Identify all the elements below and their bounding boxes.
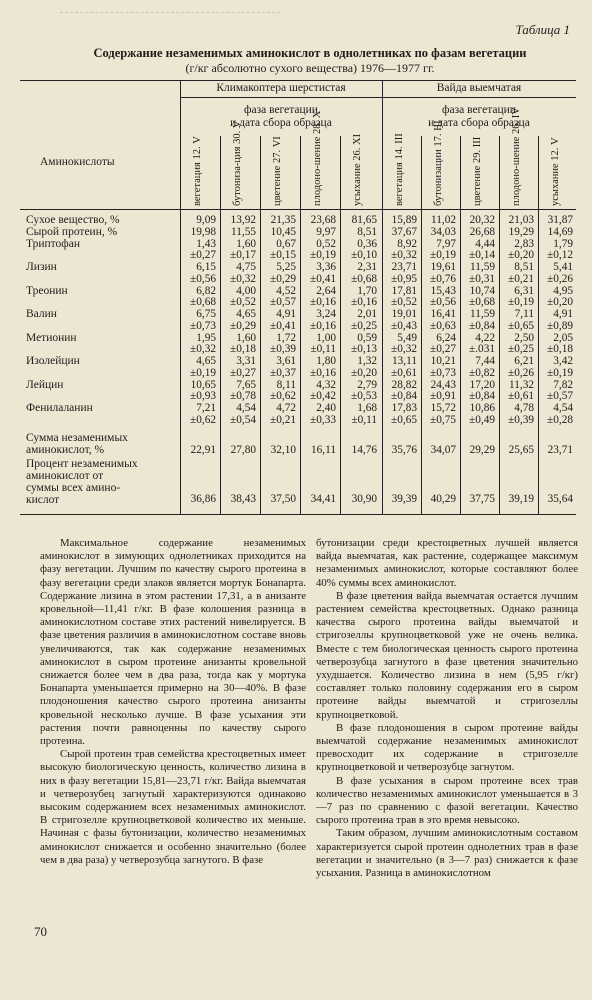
row-label: Изолейцин	[26, 355, 80, 367]
table-cell: 5,25	[276, 261, 296, 273]
group-klimakoptera: Климакоптера шерстистая	[216, 82, 346, 94]
table-cell: 4,72	[276, 402, 296, 414]
table-cell: 15,43	[430, 284, 456, 297]
table-cell: ±0,41	[310, 272, 336, 285]
table-cell: 4,65	[236, 308, 256, 320]
table-cell: 10,65	[190, 378, 216, 391]
table-cell: ±0,33	[310, 413, 336, 426]
table-cell: 23,68	[310, 214, 336, 226]
table-cell: ±0,17	[230, 249, 256, 262]
table-cell: ±0,14	[469, 249, 495, 262]
table-cell: ±0,53	[351, 390, 377, 403]
table-cell: 2,64	[316, 284, 336, 297]
table-cell: 3,24	[316, 308, 336, 320]
table-cell: ±0,31	[469, 272, 495, 285]
table-cell: ±0,32	[391, 343, 417, 356]
table-cell: ±0,26	[547, 272, 573, 285]
table-cell: 4,52	[276, 284, 296, 297]
table-cell: ±0,19	[310, 249, 336, 262]
table-cell: 9,09	[196, 214, 216, 226]
table-cell: 4,00	[236, 284, 256, 297]
paragraph: Максимальное содержание незаменимых аминокислот в зимующих однолетниках приходится на фазу вегетации. Лучшим по качеству сырого протеина в фазу вегетации среди злаков является мортук Бонапарта. Содержание лизина в этом растении 17,31, а в анизанте кровельной—11,41 г/кг. В фазе колошения разница в аминокислотном составе этих растений нивелируется. В фазе цветения различия в аминокислотном составе вновь увеличиваются, так как содержание незаменимых аминокислот в сыром протеине анизанты кровельной снижается более чем в два раза, тогда как у мортука Бонапарта уменьшается примерно на 30—40%. В фазе плодоношения качество сырого протеина анизанты кровельной несколько лучше. В фазе усыхания эти растения почти равноценны по качеству сырого протеина.	[40, 537, 306, 748]
table-cell: 14,76	[351, 444, 377, 456]
table-cell: 1,60	[236, 331, 256, 344]
table-cell: ±0,68	[469, 296, 495, 309]
table-cell: ±0,76	[430, 272, 456, 285]
table-cell: 25,65	[508, 444, 534, 456]
column-header: усыхание 26. XI	[352, 133, 363, 206]
phase-label-left	[180, 104, 382, 130]
table-cell: 31,87	[547, 214, 573, 226]
table-cell: 1,95	[196, 331, 216, 344]
table-cell: 8,11	[276, 378, 296, 391]
column-header: усыхание 12. V	[550, 137, 561, 206]
table-cell: ±0,75	[430, 413, 456, 426]
row-label: Сухое вещество, %	[26, 214, 120, 226]
body-text-left	[40, 537, 306, 867]
row-label: аминокислот от	[26, 470, 104, 482]
table-cell: 6,75	[196, 308, 216, 320]
table-cell: ±0,19	[508, 296, 534, 309]
column-header: вегетация 12. V	[192, 136, 203, 206]
table-cell: ±0,62	[270, 390, 296, 403]
table-cell: 23,71	[547, 444, 573, 456]
table-cell: 36,86	[190, 493, 216, 505]
table-cell: 11,32	[509, 378, 534, 391]
table-cell: ±.031	[469, 343, 495, 356]
table-cell: ±0,37	[270, 366, 296, 379]
table-cell: ±0,91	[430, 390, 456, 403]
table-cell: 7,44	[475, 355, 495, 367]
table-cell: 37,67	[391, 225, 417, 238]
table-cell: 3,31	[236, 355, 256, 367]
table-cell: 8,51	[357, 225, 377, 238]
table-cell: 1,00	[316, 331, 336, 344]
paragraph: Сырой протеин трав семейства крестоцветных имеет высокую биологическую ценность, количество лизина в них в фазу вегетации 15,81—23,71 г/кг. Вайда выемчатая и четверозубец загнутый характеризуются одинаково высоким содержанием всех незаменимых аминокислот. В стригозелле крупноцветковой количество их меньше. Начиная с фазы бутонизации, количество незаменимых аминокислот снижается и особенно значительно (более чем в два раза) у четверозубца загнутого. В фазе	[40, 748, 306, 866]
table-cell: ±0,29	[230, 319, 256, 332]
row-label: Триптофан	[26, 237, 80, 250]
table-label: Таблица 1	[515, 22, 570, 37]
column-header: цветение 29. III	[472, 136, 483, 206]
paragraph: В фазе плодоношения в сыром протеине вайды выемчатой содержание незаменимых аминокислот превосходит их содержание в стригозелле крупноцветковой и четверозубце загнутом.	[316, 721, 578, 774]
table-cell: 35,76	[391, 444, 417, 456]
table-cell: 26,68	[469, 225, 495, 238]
table-cell: ±0,56	[430, 296, 456, 309]
table-cell: ±0,61	[508, 390, 534, 403]
table-caption-title: Содержание незаменимых аминокислот в однолетниках по фазам вегетации	[93, 46, 527, 60]
table-cell: 34,03	[430, 225, 456, 238]
table-cell: 28,82	[391, 378, 417, 391]
table-cell: ±0,18	[230, 343, 256, 356]
table-cell: 7,11	[514, 308, 534, 320]
table-cell: 16,11	[311, 444, 336, 456]
table-cell: ±0,65	[391, 413, 417, 426]
table-cell: ±0,89	[547, 319, 573, 332]
table-cell: ±0,13	[351, 343, 377, 356]
table-cell: 8,92	[397, 237, 417, 250]
table-cell: 19,98	[190, 225, 216, 238]
row-label: Метионин	[26, 331, 77, 344]
table-cell: ±0,73	[190, 319, 216, 332]
table-cell: ±0,10	[351, 249, 377, 262]
table-cell: 4,91	[553, 308, 573, 320]
table-top-rule	[20, 80, 576, 81]
table-cell: ±0,11	[351, 413, 377, 426]
table-cell: 3,61	[276, 355, 296, 367]
phase-label-line2: и дата сбора образца	[428, 117, 530, 129]
table-cell: ±0,39	[270, 343, 296, 356]
table-cell: 4,78	[514, 402, 534, 414]
table-cell: 2,01	[357, 308, 377, 320]
table-cell: ±0,20	[547, 296, 573, 309]
table-cell: 13,92	[230, 214, 256, 226]
table-cell: 81,65	[351, 214, 377, 226]
table-cell: 16,41	[430, 308, 456, 320]
table-cell: 37,50	[270, 493, 296, 505]
body-text-right	[316, 537, 578, 880]
table-cell: ±0,49	[469, 413, 495, 426]
paragraph: Таким образом, лучшим аминокислотным составом характеризуется сырой протеин однолетних трав в фазе вегетации и значительно (в 3—7 раз) снижается к фазе усыхания. Разница в аминокислотном	[316, 827, 578, 880]
header-bottom-rule	[20, 209, 576, 210]
table-cell: 24,43	[430, 378, 456, 391]
table-cell: 6,21	[514, 355, 534, 367]
group-rule	[180, 97, 576, 98]
table-cell: 1,60	[236, 237, 256, 250]
table-cell: 17,83	[391, 402, 417, 414]
table-cell: 3,42	[553, 355, 573, 367]
table-cell: ±0,52	[391, 296, 417, 309]
table-cell: 6,82	[196, 284, 216, 297]
row-label: Сырой протеин, %	[26, 225, 118, 238]
table-cell: ±0,32	[190, 343, 216, 356]
row-label: Валин	[26, 308, 57, 320]
table-cell: 10,86	[469, 402, 495, 414]
table-cell: 2,05	[553, 331, 573, 344]
table-cell: ±0,52	[230, 296, 256, 309]
table-cell: 11,02	[431, 214, 456, 226]
table-cell: ±0,19	[190, 366, 216, 379]
table-cell: ±0,27	[230, 366, 256, 379]
column-header: бутониза-ция 30. V	[232, 120, 243, 206]
paragraph: бутонизации среди крестоцветных лучшей является вайда выемчатая, как растение, содержащее максимум незаменимых аминокислот, которые составляют более 40% суммы всех аминокислот.	[316, 537, 578, 589]
table-cell: 35,64	[547, 493, 573, 505]
table-cell: 11,59	[470, 261, 495, 273]
table-cell: 13,11	[392, 355, 417, 367]
table-cell: 2,83	[514, 237, 534, 250]
table-cell: 17,20	[469, 378, 495, 391]
table-cell: ±0,57	[270, 296, 296, 309]
table-cell: ±0,57	[547, 390, 573, 403]
table-cell: 4,95	[553, 284, 573, 297]
table-cell: 7,65	[236, 378, 256, 391]
table-cell: 20,32	[469, 214, 495, 226]
table-cell: ±0,68	[351, 272, 377, 285]
table-cell: 2,40	[316, 402, 336, 414]
table-cell: 38,43	[230, 493, 256, 505]
table-cell: 32,10	[270, 444, 296, 456]
row-label: суммы всех амино-	[26, 482, 121, 494]
table-cell: 14,69	[547, 225, 573, 238]
table-cell: ±0,54	[230, 413, 256, 426]
table-cell: 1,43	[196, 237, 216, 250]
table-cell: 1,79	[553, 237, 573, 250]
table-cell: 0,67	[276, 237, 296, 250]
table-cell: 9,97	[316, 225, 336, 238]
table-cell: ±0,68	[190, 296, 216, 309]
table-cell: 39,39	[391, 493, 417, 505]
table-cell: 30,90	[351, 493, 377, 505]
table-cell: 4,22	[475, 331, 495, 344]
group-vaida: Вайда выемчатая	[436, 82, 522, 94]
table-cell: 0,52	[316, 237, 336, 250]
table-cell: ±0,32	[230, 272, 256, 285]
table-cell: ±0,73	[430, 366, 456, 379]
table-cell: ±0,84	[391, 390, 417, 403]
table-cell: ±0,19	[547, 366, 573, 379]
row-label: аминокислот, %	[26, 444, 105, 456]
table-cell: 1,68	[357, 402, 377, 414]
column-header: плодоно-шение 28. X	[312, 110, 323, 206]
table-cell: 19,29	[508, 225, 534, 238]
table-cell: 7,21	[196, 402, 216, 414]
table-cell: ±0,62	[190, 413, 216, 426]
table-cell: 4,32	[316, 378, 336, 391]
table-cell: 4,54	[553, 402, 573, 414]
table-cell: ±0,19	[430, 249, 456, 262]
table-cell: ±0,20	[508, 249, 534, 262]
table-cell: 11,55	[231, 225, 256, 238]
table-cell: ±0,20	[351, 366, 377, 379]
table-cell: 3,36	[316, 261, 336, 273]
table-cell: 2,31	[357, 261, 377, 273]
table-cell: 5,41	[553, 261, 573, 273]
table-cell: ±0,61	[391, 366, 417, 379]
table-cell: ±0,39	[508, 413, 534, 426]
table-cell: 10,45	[270, 225, 296, 238]
table-cell: 0,59	[357, 331, 377, 344]
table-cell: ±0,16	[310, 319, 336, 332]
table-cell: ±0,16	[310, 366, 336, 379]
table-cell: 21,03	[508, 214, 534, 226]
table-cell: 6,31	[514, 284, 534, 297]
table-cell: ±0,16	[351, 296, 377, 309]
table-cell: 11,59	[470, 308, 495, 320]
paragraph: В фазе усыхания в сыром протеине всех трав количество незаменимых аминокислот уменьшается в 3—7 раз по сравнению с фазой вегетации. Качество сырого протеина трав в это время невысоко.	[316, 774, 578, 827]
phase-label-right	[382, 104, 576, 130]
table-cell: 4,91	[276, 308, 296, 320]
table-cell: 1,32	[357, 355, 377, 367]
table-cell: ±0,25	[508, 343, 534, 356]
column-header: бутонизации 17. III	[433, 120, 444, 206]
table-cell: 34,41	[310, 493, 336, 505]
table-cell: 23,71	[391, 261, 417, 273]
table-cell: ±0,82	[469, 366, 495, 379]
table-cell: 22,91	[190, 444, 216, 456]
table-bottom-rule	[20, 514, 576, 515]
row-label: Процент незаменимых	[26, 458, 138, 470]
page-number: 70	[34, 924, 47, 939]
aminoacids-header: Аминокислоты	[40, 156, 115, 168]
column-header: цветение 27. VI	[272, 136, 283, 206]
table-cell: 4,75	[236, 261, 256, 273]
table-cell: 19,01	[391, 308, 417, 320]
phase-label-line1: фаза вегетации	[244, 104, 318, 116]
table-cell: ±0,27	[190, 249, 216, 262]
paragraph: В фазе цветения вайда выемчатая остается лучшим растением семейства крестоцветных. Однако разница качества сырого протеина вайды выемчатой и стригозеллы крупноцветковой уже не очень велика. Вместе с тем биологическая ценность сырого протеина четверозубца загнутого в фазе цветения значительно ухудшается. Количество лизина в нем (5,95 г/кг) составляет только половину содержания его в сыром протеине вайды выемчатой и стригозеллы крупноцветковой.	[316, 589, 578, 721]
table-cell: ±0,43	[391, 319, 417, 332]
table-cell: ±0,78	[230, 390, 256, 403]
table-cell: ±0,95	[391, 272, 417, 285]
table-cell: 15,72	[430, 402, 456, 414]
table-cell: 17,81	[391, 284, 417, 297]
table-cell: ±0,26	[508, 366, 534, 379]
table-cell: 1,80	[316, 355, 336, 367]
table-cell: 34,07	[430, 444, 456, 456]
table-cell: 8,51	[514, 261, 534, 273]
row-label: Лизин	[26, 261, 57, 273]
table-cell: ±0,25	[351, 319, 377, 332]
table-cell: ±0,21	[508, 272, 534, 285]
table-cell: 6,24	[436, 331, 456, 344]
row-label: Треонин	[26, 284, 68, 297]
table-cell: 6,15	[196, 261, 216, 273]
table-cell: 0,36	[357, 237, 377, 250]
table-cell: ±0,32	[391, 249, 417, 262]
table-cell: 7,82	[553, 378, 573, 391]
table-cell: ±0,11	[310, 343, 336, 356]
table-cell: 19,61	[430, 261, 456, 273]
table-cell: 40,29	[430, 493, 456, 505]
table-cell: 7,97	[436, 237, 456, 250]
table-cell: 4,54	[236, 402, 256, 414]
row-label: Сумма незаменимых	[26, 432, 128, 444]
table-cell: ±0,84	[469, 390, 495, 403]
row-label: Фенилаланин	[26, 402, 93, 414]
table-cell: ±0,27	[430, 343, 456, 356]
table-cell: ±0,28	[547, 413, 573, 426]
table-cell: ±0,65	[508, 319, 534, 332]
table-cell: 1,70	[357, 284, 377, 297]
table-cell: ±0,16	[310, 296, 336, 309]
table-cell: 29,29	[469, 444, 495, 456]
column-header: плодоно-шение 26. IV	[511, 107, 522, 206]
table-cell: 27,80	[230, 444, 256, 456]
table-cell: 10,21	[430, 355, 456, 367]
table-caption-subtitle: (г/кг абсолютно сухого вещества) 1976—1977 гг.	[185, 61, 435, 75]
table-cell: ±0,29	[270, 272, 296, 285]
table-cell: ±0,93	[190, 390, 216, 403]
table-cell: 2,50	[514, 331, 534, 344]
table-cell: 1,72	[276, 331, 296, 344]
table-cell: ±0,56	[190, 272, 216, 285]
table-cell: ±0,15	[270, 249, 296, 262]
table-cell: 4,44	[475, 237, 495, 250]
phase-label-line2: и дата сбора образца	[230, 117, 332, 129]
table-cell: ±0,42	[310, 390, 336, 403]
table-cell: ±0,63	[430, 319, 456, 332]
table-cell: ±0,21	[270, 413, 296, 426]
table-cell: 15,89	[391, 214, 417, 226]
table-cell: ±0,18	[547, 343, 573, 356]
table-cell: ±0,12	[547, 249, 573, 262]
column-header: вегетация 14. III	[394, 133, 405, 206]
row-label: кислот	[26, 494, 60, 506]
table-cell: 21,35	[270, 214, 296, 226]
table-cell: 39,19	[508, 493, 534, 505]
table-cell: 4,65	[196, 355, 216, 367]
table-cell: 10,74	[469, 284, 495, 297]
table-cell: ±0,41	[270, 319, 296, 332]
table-cell: 37,75	[469, 493, 495, 505]
row-label: Лейцин	[26, 378, 64, 391]
faint-running-head	[60, 12, 280, 21]
table-cell: 5,49	[397, 331, 417, 344]
table-cell: 2,79	[357, 378, 377, 391]
phase-label-line1: фаза вегетации	[442, 104, 516, 116]
table-cell: ±0,84	[469, 319, 495, 332]
